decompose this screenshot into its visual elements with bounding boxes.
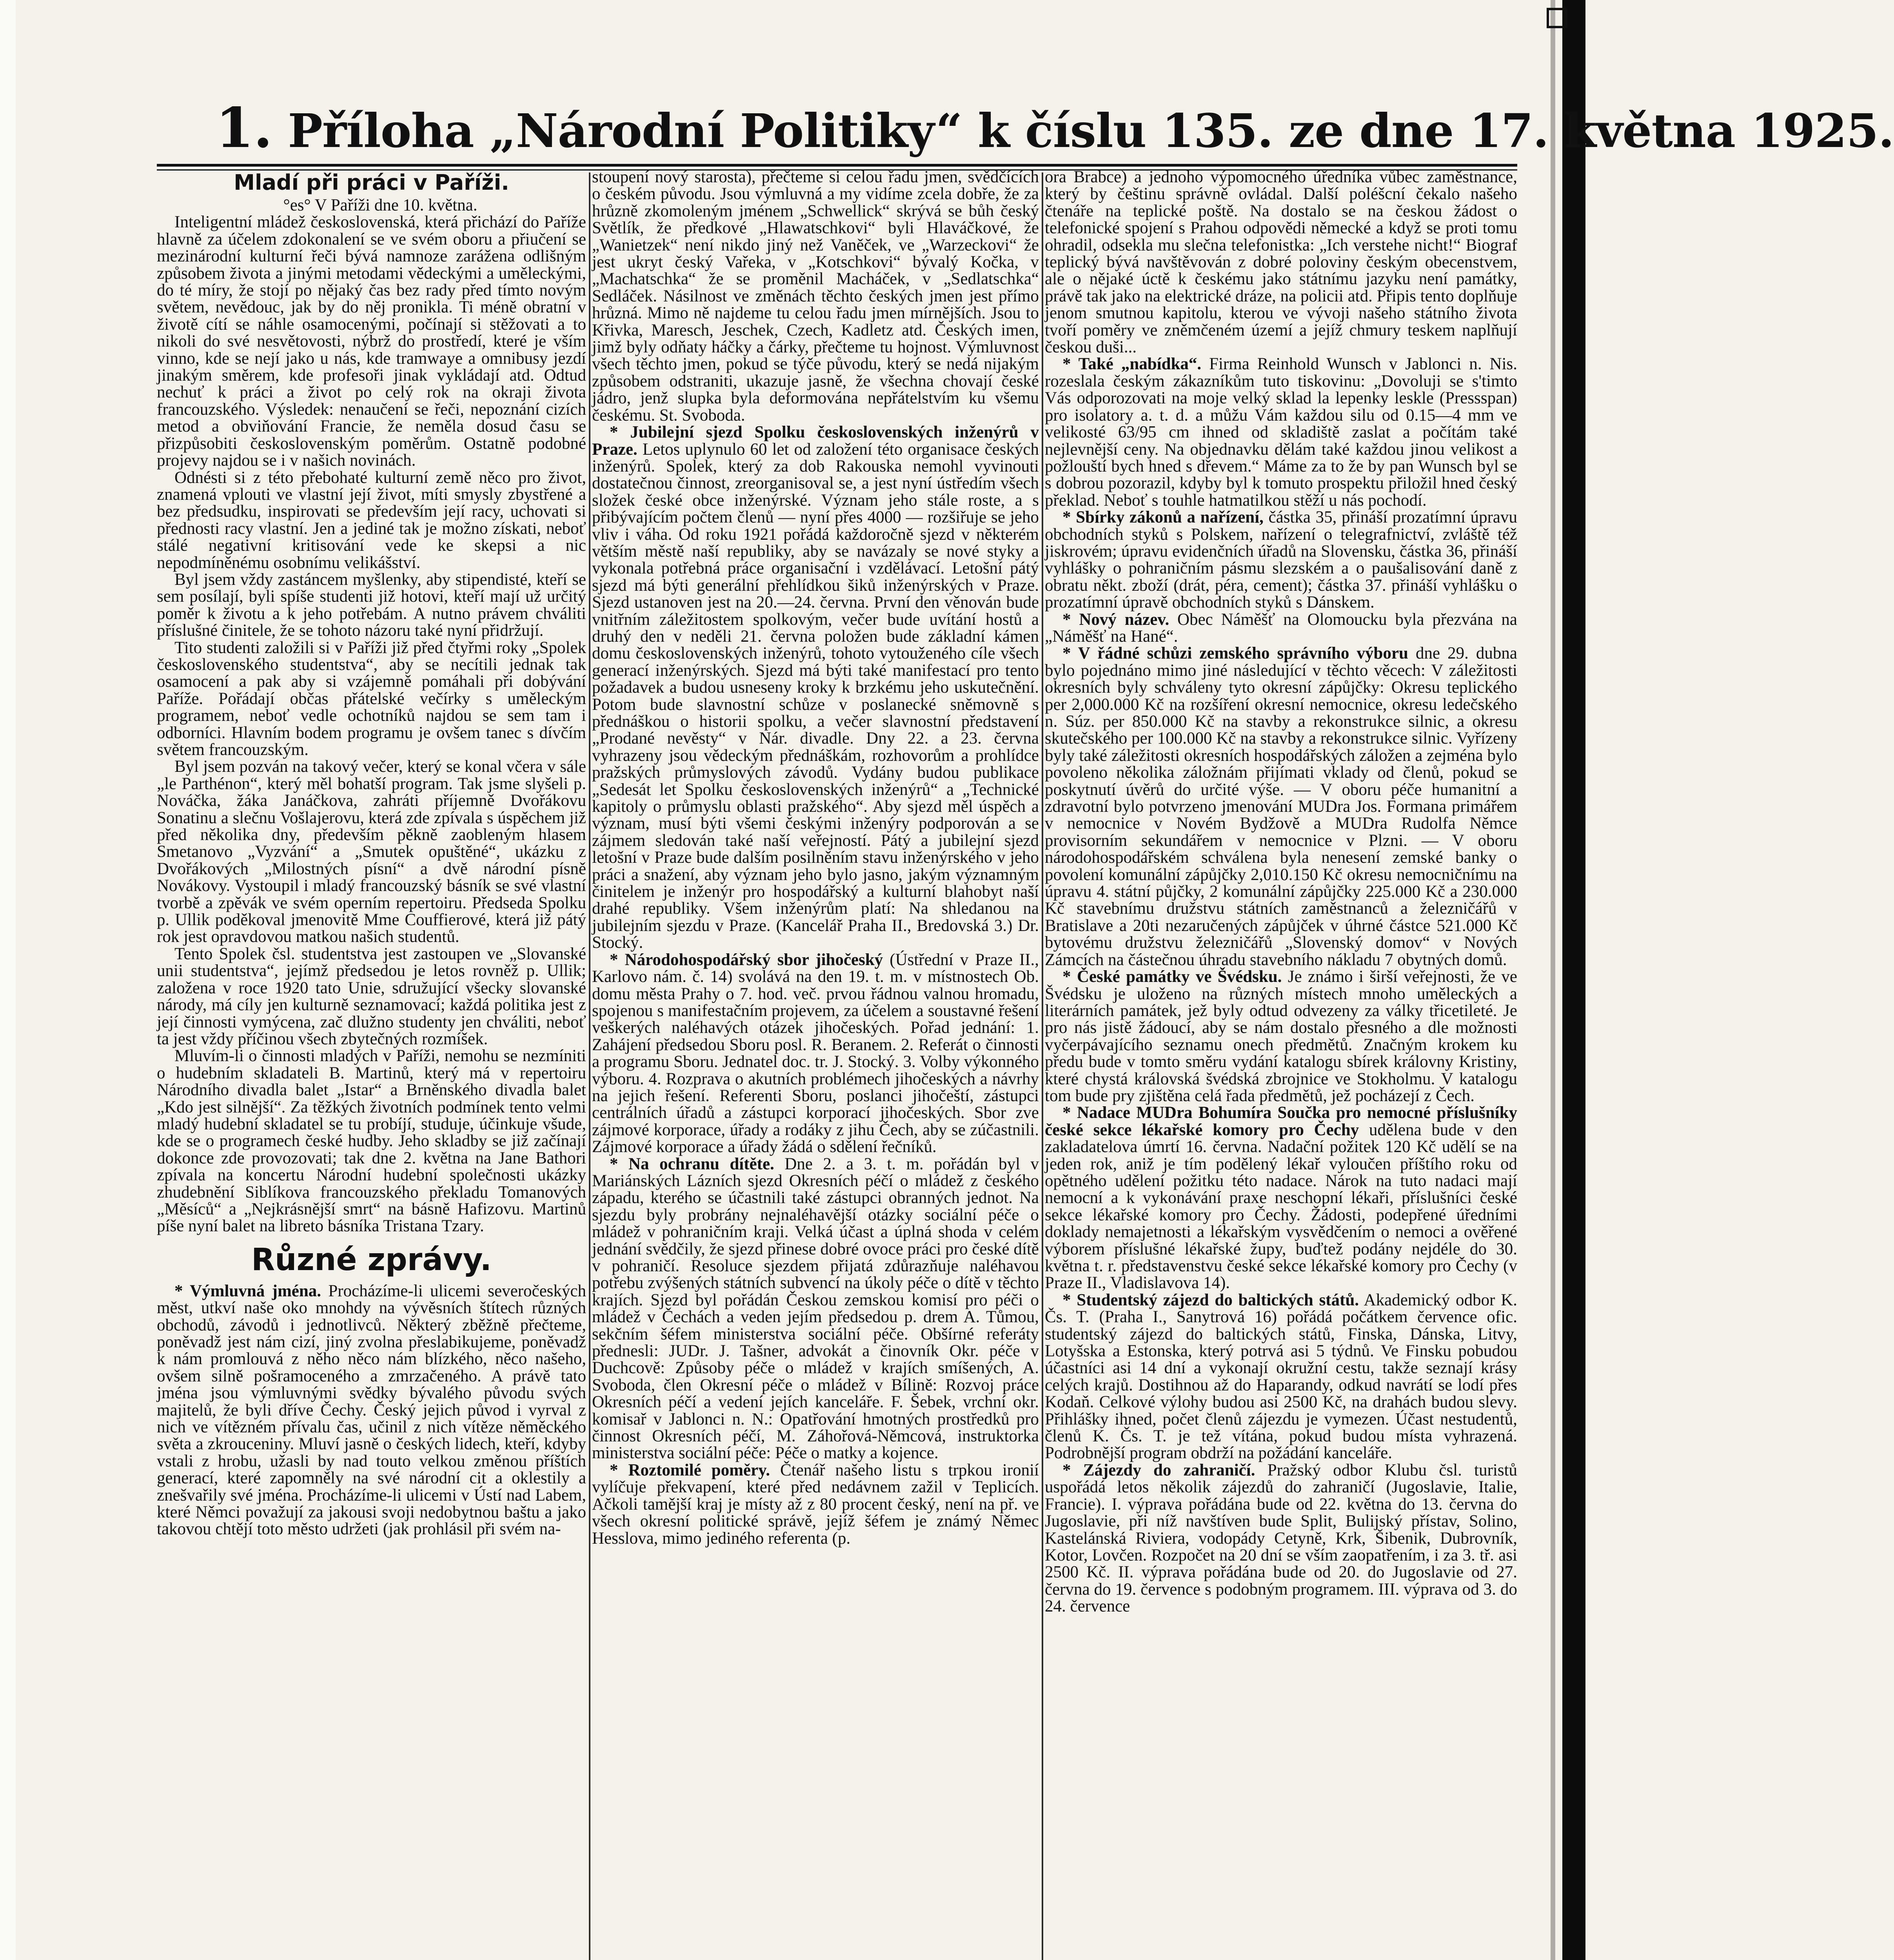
column-3 xyxy=(1045,169,1517,1960)
news-item-lead: * Také „nabídka“. xyxy=(1062,355,1202,374)
news-item-text: Procházíme-li ulicemi severočeských měst, utkví naše oko mnohdy na vývěsních štítech různých obchodů, závodů i jednotlivců. Některý zběžně přečteme, poněvadž jest nám cizí, jiný zvolna přeslabikujeme, poněvadž k nám promlouvá z něho něco nám blízkého, něco našeho, ovšem silně pošramoceného a zmrzačeného. A právě tato jména jsou výmluvnými svědky bývalého původu svých majitelů, že byli dříve Čechy. Český jejich původ i vyrval z nich ve vítězném přívalu čas, učinil z nich vítěze něměckého světa a zkrouceniny. Mluví jasně o českých lidech, kteří, kdyby vstali z hrobu, užasli by nad touto velkou změnou příštích generací, které zapomněly na své národní cit a oklestily a znešvařily své jména. Procházíme-li ulicemi v Ústí nad Labem, které Němci považují za jakousi svoji nedobytnou baštu a jako takovou chtějí toto město udržeti (jak prohlásil při svém na- xyxy=(157,1281,586,1539)
news-item-lead: * V řádné schůzi zemského správního výboru xyxy=(1062,644,1408,663)
article-paragraph: Tito studenti založili si v Paříži již před čtyřmi roky „Spolek československého studentstva“, aby se necítili jednak tak osamocení a pak aby si vzájemně pomáhali při dobývání Paříže. Pořádají občas přátelské večírky s uměleckým programem, neboť vedle ochotníků najdou se sem tam i odborníci. Hlavním bodem programu je ovšem tanec s dívčím světem francouzským. xyxy=(157,638,586,759)
news-item-lead: * České památky ve Švédsku. xyxy=(1062,967,1282,986)
news-item xyxy=(1045,645,1517,968)
article-paragraph: Odnésti si z této přebohaté kulturní země něco pro život, znamená vplouti ve vlastní její život, míti smysly zbystřené a bez předsudku, inspirovati se především její racy, uchovati si přednosti racy vlastní. Jen a jediné tak je možno získati, neboť stálé negativní kritisování vede ke skepsi a nic nepodmíněnému osobnímu velikášství. xyxy=(157,468,586,572)
news-item-lead: * Roztomilé poměry. xyxy=(610,1461,770,1479)
article-paragraph: Mluvím-li o činnosti mladých v Paříži, nemohu se nezmíniti o hudebním skladateli B. Martinů, který má v repertoiru Národního divadla balet „Istar“ a Brněnského divadla balet „Kdo jest silnější“. Za těžkých životních podmínek tento velmi mladý hudební skladatel se tu probíjí, studuje, účinkuje všude, kde se o programech české hudby. Jeho skladby se již začínají dokonce zde provozovati; tak dne 2. května na Jane Bathori zpívala na koncertu Národní hudební společnosti ukázky zhudebnění Siblíkova francouzského překladu Tomanových „Měsíců“ a „Nejkrásnější smrt“ na básně Hafizovu. Martinů píše nyní balet na libreto básníka Tristana Tzary. xyxy=(157,1047,586,1236)
page-left-margin xyxy=(0,0,16,1960)
news-item-lead: * Studentský zájezd do baltických států. xyxy=(1062,1290,1359,1309)
news-item-lead: * Jubilejní sjezd Spolku československých inženýrů v Praze. xyxy=(592,423,1039,459)
news-item xyxy=(1045,509,1517,611)
news-item xyxy=(592,951,1039,1156)
news-item-text: udělena bude v den zakladatelova úmrtí 16. června. Nadační požitek 120 Kč udělí se na jeden rok, aniž je tím podělený lékař vyloučen příštího roku od opětného udělení požitku této nadace. Nárok na tuto nadaci mají nemocní a k vykonávání praxe neschopní lékaři, příslušníci české sekce lékařské komory pro Čechy. Žádosti, podepřené úředními doklady nemajetnosti a lékařským vysvědčením o nemoci a ověřené výborem příslušné lékařské župy, buďtež podány nejdéle do 30. května t. r. představenstvu české sekce lékařské komory pro Čechy (v Praze II., Vladislavova 14). xyxy=(1045,1120,1518,1292)
news-item xyxy=(1045,356,1517,509)
article-paragraph: Tento Spolek čsl. studentstva jest zastoupen ve „Slovanské unii studentstva“, jejímž předsedou je letos rovněž p. Ullik; založena v roce 1920 tato Unie, sdružující všecky slovanské národy, má cíly jen kulturně seznamovací; každá politika jest z její činnosti vymýcena, zač dlužno studenty jen chváliti, neboť ta jest vždy příčinou všech zbytečných rozmíšek. xyxy=(157,944,586,1048)
column-divider-2 xyxy=(1042,172,1043,1960)
news-item xyxy=(1045,1104,1517,1291)
news-item-lead: * Nový název. xyxy=(1062,610,1169,629)
news-item-lead: * Výmluvná jména. xyxy=(174,1281,321,1300)
article-continuation: ora Brabce) a jednoho výpomocného úředníka vůbec zaměstnance, který by češtinu správně ovládal. Další poléšcní čekalo našeho čtenáře na teplické poště. Na dostalo se na českou žádost o telefonické spojení s Prahou odpovědi německé a když se proti tomu ohradil, odsekla mu slečna telefonistka: „Ich verstehe nicht!“ Biograf teplický bývá navštěvován z dobré poloviny českým obecenstvem, ale o nějaké úctě k českému jako státnímu jazyku není památky, právě tak jako na elektrické dráze, na policii atd. Připis tento doplňuje jenom smutnou kapitolu, kterou ve vývoji našeho státního života tvoří poměry ve zněmčeném území a jejíž chmury teskem naplňují českou duši... xyxy=(1045,168,1517,357)
scan-border-right xyxy=(1562,0,1585,1960)
news-item-text: částka 35, přináší prozatímní úpravu obchodních styků s Polskem, nařízení o telegrafnictví, zvláště též jiskrovém; úpravu evidenčních úřadů na Slovensku, částka 36, přináší vyhlášky o pohraničním pásmu slezském a o paušalisování daně z obratu někt. zboží (drát, péra, cement); částka 37. přináší vyhlášku o prozatímní úpravě obchodních styků s Dánskem. xyxy=(1045,508,1517,612)
news-item-text: (Ústřední v Praze II., Karlovo nám. č. 14) svolává na den 19. t. m. v místnostech Ob. domu města Prahy o 7. hod. več. prvou řádnou valnou hromadu, spojenou s manifestačním projevem, za účelem a soustavné řešení veškerých naléhavých otázek jihočeských. Pořad jednání: 1. Zahájení předsedou Sboru posl. R. Beranem. 2. Referát o činnosti a programu Sboru. Jednatel doc. tr. J. Stocký. 3. Volby výkonného výboru. 4. Rozprava o akutních problémech jihočeských a návrhy na jejich řešení. Referenti Sboru, poslanci jihočeští, zástupci centrálních úřadů a zástupci korporací jihočeských. Sbor zve zájmové korporace, úřady a rodáky z jihu Čech, aby se zúčastnili. Zájmové korporace a úřady žádá o sdělení řečníků. xyxy=(592,950,1039,1156)
news-item-text: Firma Reinhold Wunsch v Jablonci n. Nis. rozeslala českým zákazníkům tuto tiskovinu: „Dovoluji se s'timto Vás odporozovati na moje velký sklad la lepenky leskle (Pressspan) pro isolatory a. t. d. a můžu Vám každou silu od 0.15—4 mm ve velikosté 63/95 cm ihned od skladiště zaslat a počítám také nejlevnější ceny. Na objednavku dělám také každou jinou velikost a požlouští bych hned s dřevem.“ Máme za to že by pan Wunsch byl se s dobrou pozorazil, kdyby byl k tomuto prospektu přiložil hned český překlad. Neboť s touhle hatmatilkou stěží u nás pochodí. xyxy=(1045,355,1518,510)
news-item xyxy=(1045,1292,1517,1462)
news-item-lead: * Sbírky zákonů a nařízení, xyxy=(1062,508,1264,527)
section-title: Různé zprávy. xyxy=(251,1242,492,1278)
news-item-lead: * Na ochranu dítěte. xyxy=(610,1154,774,1173)
news-item-lead: * Nadace MUDra Bohumíra Součka pro nemocné příslušníky české sekce lékařské komory pro Čechy xyxy=(1045,1103,1517,1139)
news-item xyxy=(1045,968,1517,1104)
news-item xyxy=(1045,611,1517,645)
header-rule-thick xyxy=(157,164,1517,167)
news-item xyxy=(592,1462,1039,1547)
news-item-text: Dne 2. a 3. t. m. pořádán byl v Mariánských Lázních sjezd Okresních péčí o mládež z českého západu, kterého se účastnili také zástupci obranných jednot. Na sjezdu byly probrány nejnaléhavější otázky sociální péče o mládež v pohraničním kraji. Velká účast a úplná shoda v celém jednání svědčily, že sjezd přinese dobré ovoce práci pro české dítě v pohraničí. Resoluce sjezdem přijatá zdůrazňuje naléhavou potřebu zvýšených státních subvencí na úkoly péče o dítě v těchto krajích. Sjezd byl pořádán Českou zemskou komisí pro péči o mládež v Čechách a veden jejím předsedou p. drem A. Tůmou, sekčním šéfem ministerstva sociální péče. Obšírné referáty přednesli: JUDr. J. Tašner, advokát a činovník Okr. péče v Duchcově: Způsoby péče o mládež v krajích smíšených, A. Svoboda, člen Okresní péče o mládež v Bílině: Rozvoj práce Okresních péčí a vedení jejích kanceláře. F. Šebek, vrchní okr. komisař v Jablonci n. N.: Opatřování hmotných prostředků pro činnost Okresních péčí, M. Záhořová-Němcová, instruktorka ministerstva sociální péče: Péče o matky a kojence. xyxy=(592,1154,1039,1463)
news-item-text: Je známo i širší veřejnosti, že ve Švédsku je uloženo na různých místech mnoho uměleckých a literárních památek, jež byly odtud odvezeny za války třicetileté. Je pro nás jistě žádoucí, aby se nám dostalo přesného a dle možnosti vyčerpávajícího seznamu onech předmětů. Značným krokem ku předu bude v tomto směru vydání katalogu sbírek královny Kristiny, které chystá královská švédská zbrojnice ve Stokholmu. V katalogu tom bude pry zjištěna celá řada předmětů, jež pocházejí z Čech. xyxy=(1045,967,1517,1105)
news-item-text: Akademický odbor K. Čs. T. (Praha I., Sanytrová 16) pořádá počátkem července ofic. studentský zájezd do baltických států, Finska, Dánska, Litvy, Lotyšska a Estonska, který potrvá asi 5 týdnů. Ve Finsku pobudou účastníci asi 14 dní a vykonají okružní cestu, takže seznají krásy celých krajů. Dostihnou až do Haparandy, odkud navrátí se lodí přes Kodaň. Celkové výlohy budou asi 2500 Kč, na drahách budou slevy. Přihlášky ihned, počet členů zájezdu je vymezen. Účast nestudentů, členů K. Čs. T. je tež vítána, pokud budou místa vyhrazená. Podrobnější program obdrží na požádání kanceláře. xyxy=(1045,1290,1517,1463)
news-item-lead: * Národohospodářský sbor jihočeský xyxy=(610,950,883,969)
column-2 xyxy=(592,169,1039,1960)
column-1 xyxy=(157,169,586,1960)
news-item-text: Obec Náměšť na Olomoucku byla přezvána na „Náměšť na Hané“. xyxy=(1045,610,1517,646)
supplement-number: 1. xyxy=(216,96,272,160)
article-continuation: stoupení nový starosta), přečteme si celou řadu jmen, svědčících o českém původu. Jsou výmluvná a my vidíme zcela dobře, že za hrůzně zkomoleným jménem „Schwellick“ skrývá se bůh český Světlík, že předkové „Hlawatschkovi“ byli Hlaváčkové, že „Wanietzek“ není nikdo jiný než Vaněček, ve „Warzeckovi“ že jest ukryt český Vařeka, v „Kotschkovi“ bývalý Kočka, v „Machatschka“ že se proměnil Macháček, v „Sedlatschka“ Sedláček. Násilnost ve změnách těchto českých jmen jest přímo hrůzná. Mimo ně najdeme tu celou řadu jmen mírnějších. Jsou to Křivka, Maresch, Jeschek, Czech, Kadletz atd. Českých imen, jimž byly odňaty háčky a čárky, přečteme tu hojnost. Výmluvnost všech těchto jmen, pokud se týče původu, který se nedá nijakým způsobem odstraniti, ukazuje jasně, že všechna chovají české jádro, jenž slupka byla deformována nepřátelstvím ku všemu českému. St. Svoboda. xyxy=(592,168,1039,425)
page-header xyxy=(216,96,1894,163)
scan-shadow xyxy=(1551,0,1555,1960)
news-item-text: Letos uplynulo 60 let od založení této organisace českých inženýrů. Spolek, který za dob Rakouska nemohl vyvinouti dostatečnou činnost, zreorganisoval se, a jest nyní ústředím všech složek české obce inženýrské. Význam jeho stále roste, a s přibývajícím počtem členů — nyní přes 4000 — rozšiřuje se jeho vliv i váha. Od roku 1921 pořádá každoročně sjezd v některém větším městě naší republiky, aby se navázaly se nové styky a vykonala potřebná práce organisační i vzdělávací. Letošní pátý sjezd má býti generální přehlídkou šiků inženýrských v Praze. Sjezd ustanoven jest na 20.—24. června. První den věnován bude vnitřním záležitostem spolkovým, večer bude uvítání hostů a druhý den v neděli 21. června položen bude základní kámen domu československých inženýrů, tohoto vytouženého cíle všech generací inženýrských. Sjezd má býti také manifestací pro tento požadavek a budou usneseny kroky k brzkému jeho uskutečnění. Potom bude slavnostní schůze v poslanecké sněmovně s přednáškou o historii spolku, a večer slavnostní představení „Prodané nevěsty“ v Nár. divadle. Dny 22. a 23. června vyhrazeny jsou vědeckým přednáškám, rozhovorům a prohlídce pražských průmyslových závodů. Vydány budou publikace „Sedesát let Spolku československých inženýrů“ a „Technické kapitoly o průmyslu oblasti pražského“. Aby sjezd měl úspěch a význam, musí býti všemi českými inženýry podporován a se zájmem sledován také naší veřejností. Pátý a jubilejní sjezd letošní v Praze bude dalším posilněním stavu inženýrského v jeho práci a snažení, aby význam jeho bylo jasno, jakým významným činitelem je inženýr pro hospodářský a kulturní blahobyt naší drahé republiky. Všem inženýrům platí: Na shledanou na jubilejním sjezdu v Praze. (Kancelář Praha II., Bredovská 3.) Dr. Stocký. xyxy=(592,440,1039,952)
scan-corner-mark xyxy=(1547,8,1567,28)
news-item-text: dne 29. dubna bylo pojednáno mimo jiné následující v těchto věcech: V záležitosti okresních byly schváleny tyto okresní zápůjčky: Okresu teplického per 2,000.000 Kč na rozšíření okresní nemocnice, okresu ledečského n. Súz. per 850.000 Kč na stavby a rekonstrukce silnic, a okresu skutečského per 100.000 Kč na stavby a rekonstrukce silnic. Vyřízeny byly také záležitosti okresních hospodářských záložen a zejména bylo povoleno několika záložnám přijímati vklady od členů, pokud se poskytnutí úvěrů do určité výše. — V oboru péče humanitní a zdravotní bylo potvrzeno jmenování MUDra Jos. Formana primářem v nemocnice v Novém Bydžově a MUDra Rudolfa Němce provisorním sekundářem v nemocnice v Plzni. — V oboru národohospodářském schválena byla nenesení zemské banky o povolení komunální zápůjčky 2,010.150 Kč okresu nemocničnímu na úpravu 4. státní půjčky, 2 komunální zápůjčky 225.000 Kč a 230.000 Kč stavebnímu družstvu státních zaměstnanců a železničářů v Bratislave a 20ti nezaručených zápůjček v úhrné částce 521.000 Kč bytovému družstvu železničářů „Slovenský domov“ v Nových Zámcích na částečnou úhradu stavebního nákladu 7 obytných domů. xyxy=(1045,644,1518,969)
news-item-lead: * Zájezdy do zahraničí. xyxy=(1062,1461,1255,1479)
article-paragraph: Inteligentní mládež československá, která přichází do Paříže hlavně za účelem zdokonalení se ve svém oboru a přiučení se mezinárodní kulturní řeči bývá namnoze zarážena odlišným způsobem života a jinými metodami vědeckými a uměleckými, do té míry, že stojí po nějaký čas bez rady před tímto novým světem, nevědouc, jak by do něj pronikla. Ti méně obratní v životě cítí se náhle osamocenými, počínají si stěžovati a to nikoli do své nesvětovosti, nýbrž do prostředí, které je vším vinno, kde se nejí jako u nás, kde tramwaye a omnibusy jezdí jinakým směrem, kde profesoři jinak vykládají atd. Odtud nechuť k práci a život po celý rok na okraji života francouzského. Výsledek: nenaučení se řeči, nepoznání cizích metod a obviňování Francie, že neměla dosud času se přizpůsobiti československým poměrům. Ostatně podobné projevy najdou se i v našich novinách. xyxy=(157,213,586,470)
news-item xyxy=(592,424,1039,951)
article-headline: Mladí při práci v Paříži. xyxy=(234,170,509,195)
article-dateline: °es° V Paříži dne 10. května. xyxy=(283,196,478,214)
news-item-text: Pražský odbor Klubu čsl. turistů uspořádá letos několik zájezdů do zahraničí (Jugoslavie, Italie, Francie). I. výprava pořádána bude od 22. května do 13. června do Jugoslavie, při níž navštíven bude Split, Bulijský přístav, Solino, Kastelánská Riviera, vodopády Cetyně, Krk, Šibenik, Dubrovník, Kotor, Lovčen. Rozpočet na 20 dní se vším zaopatřením, i za 3. tř. asi 2500 Kč. II. výprava pořádána bude od 20. do Jugoslavie od 27. června do 19. července s podobným programem. III. výprava od 3. do 24. července xyxy=(1045,1461,1518,1616)
column-divider-1 xyxy=(589,172,590,1960)
article-paragraph: Byl jsem vždy zastáncem myšlenky, aby stipendisté, kteří se sem posílají, byli spíše studenti již hotovi, kteří mají už určitý poměr k životu a k jeho potřebám. A nutno právem chváliti příslušné činitele, že se tohoto názoru také nyní přidržují. xyxy=(157,570,586,640)
supplement-title: Příloha „Národní Politiky“ k číslu 135. ze dne 17. května 1925. xyxy=(288,103,1894,158)
article-paragraph: Byl jsem pozván na takový večer, který se konal včera v sále „le Parthénon“, který měl bohatší program. Tak jsme slyšeli p. Nováčka, žáka Janáčkova, zahráti příjemně Dvořákovu Sonatinu a slečnu Vošlajerovu, která zde zpívala s úspěchem již před několika dny, především pěkně zaobleným hlasem Smetanovo „Vyzvání“ a „Smutek opuštěné“, ukázku z Dvořákových „Milostných písní“ a dvě národní písně Novákovy. Vystoupil i mladý francouzský básník se své vlastní tvorbě a zpěvák ve svém operním repertoiru. Předseda Spolku p. Ullik poděkoval jmenovitě Mme Couffierové, která již pátý rok jest opravdovou matkou našich studentů. xyxy=(157,757,586,946)
news-item xyxy=(592,1156,1039,1462)
news-item xyxy=(1045,1462,1517,1615)
news-item xyxy=(157,1283,586,1538)
news-item-text: Čtenář našeho listu s trpkou ironií vylíčuje překvapení, které před nedávnem zažil v Teplicích. Ačkoli tamější kraj je místy až z 80 procent český, není na př. ve všech okresní politické správě, jejíž šéfem je známý Němec Hesslova, mimo jediného referenta (p. xyxy=(592,1461,1039,1548)
